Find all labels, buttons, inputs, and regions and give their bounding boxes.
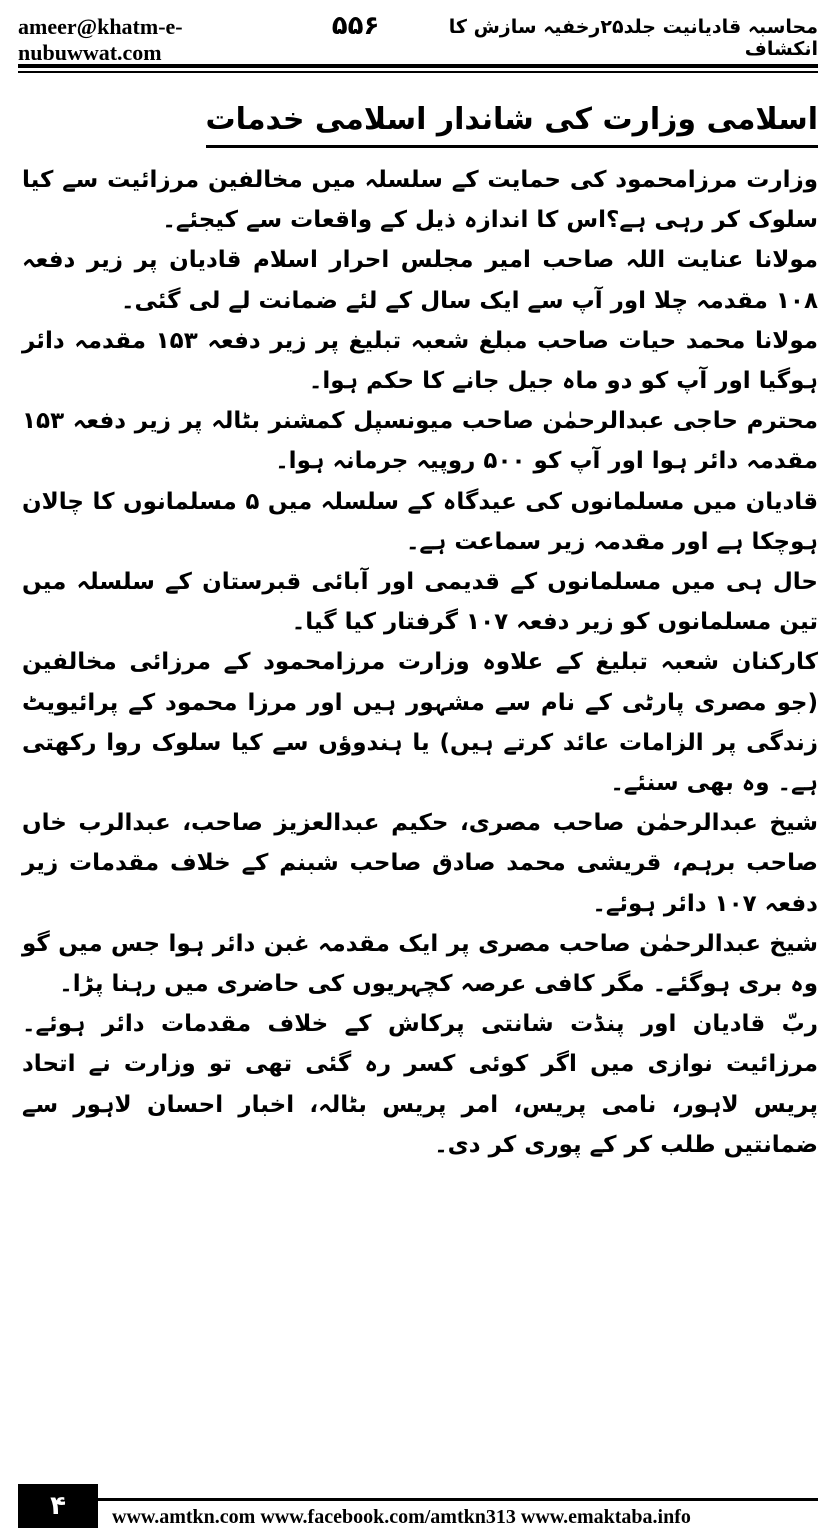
section-heading: اسلامی وزارت کی شاندار اسلامی خدمات: [206, 98, 818, 148]
footer-links: www.amtkn.com www.facebook.com/amtkn313 www.emaktaba.info: [112, 1506, 691, 1528]
paragraph-9: شیخ عبدالرحمٰن صاحب مصری پر ایک مقدمہ غبن دائر ہوا جس میں گو وہ بری ہوگئے۔ مگر کافی عرصہ کچہریوں کی حاضری میں رہنا پڑا۔: [22, 930, 818, 998]
header-left: [18, 11, 379, 66]
paragraph-5: قادیان میں مسلمانوں کی عیدگاہ کے سلسلہ میں ۵ مسلمانوں کا چالان ہوچکا ہے اور مقدمہ زیر سماعت ہے۔: [22, 488, 819, 555]
running-title: محاسبہ قادیانیت جلد۲۵رخفیہ سازش کا انکشاف: [448, 16, 818, 60]
page-header: [18, 10, 818, 65]
header-email: ameer@khatm-e-nubuwwat.com: [18, 13, 183, 65]
paragraph-8: شیخ عبدالرحمٰن صاحب مصری، حکیم عبدالعزیز صاحب، عبدالرب خاں صاحب برہم، قریشی محمد صادق صاحب شبنم کے خلاف مقدمات زیر دفعہ ۱۰۷ دائر ہوئے۔: [22, 810, 818, 917]
page-footer: [0, 1484, 840, 1540]
paragraph-3: مولانا محمد حیات صاحب مبلغ شعبہ تبلیغ پر زیر دفعہ ۱۵۳ مقدمہ دائر ہوگیا اور آپ کو دو ماہ جیل جانے کا حکم ہوا۔: [22, 327, 819, 395]
paragraph-7: کارکنان شعبہ تبلیغ کے علاوہ وزارت مرزامحمود کے مرزائی مخالفین (جو مصری پارٹی کے نام سے مشہور ہیں اور مرزا محمود کے پرائیویٹ زندگی پر الزامات عائد کرتے ہیں) یا ہندوؤں سے کیا سلوک روا رکھتی ہے۔ وہ بھی سنئے۔: [22, 649, 818, 797]
paragraph-2: مولانا عنایت اللہ صاحب امیر مجلس احرار اسلام قادیان پر زیر دفعہ ۱۰۸ مقدمہ چلا اور آپ سے ایک سال کے لئے ضمانت لے لی گئی۔: [22, 247, 818, 314]
header-rule-thick: [18, 64, 818, 68]
header-rule-thin: [18, 71, 818, 73]
footer-rule: [18, 1498, 818, 1501]
paragraph-4: محترم حاجی عبدالرحمٰن صاحب میونسپل کمشنر بٹالہ پر زیر دفعہ ۱۵۳ مقدمہ دائر ہوا اور آپ کو ۵۰۰ روپیہ جرمانہ ہوا۔: [22, 408, 818, 475]
paragraph-1: وزارت مرزامحمود کی حمایت کے سلسلہ میں مخالفین مرزائیت سے کیا سلوک کر رہی ہے؟اس کا اندازہ ذیل کے واقعات سے کیجئے۔: [22, 167, 818, 234]
paragraph-10: ربّ قادیان اور پنڈت شانتی پرکاش کے خلاف مقدمات دائر ہوئے۔ مرزائیت نوازی میں اگر کوئی کسر رہ گئی تھی تو وزارت نے اتحاد پریس لاہور، نامی پریس، امر پریس بٹالہ، اخبار احسان لاہور سے ضمانتیں طلب کر کے پوری کر دی۔: [22, 1011, 818, 1158]
page-number: ۵۵۶: [331, 10, 380, 41]
footer-page-box: ۴: [18, 1484, 98, 1528]
paragraph-6: حال ہی میں مسلمانوں کے قدیمی اور آبائی قبرستان کے سلسلہ میں تین مسلمانوں کو زیر دفعہ ۱۰۷ گرفتار کیا گیا۔: [22, 569, 818, 636]
body-text: [22, 160, 818, 1165]
